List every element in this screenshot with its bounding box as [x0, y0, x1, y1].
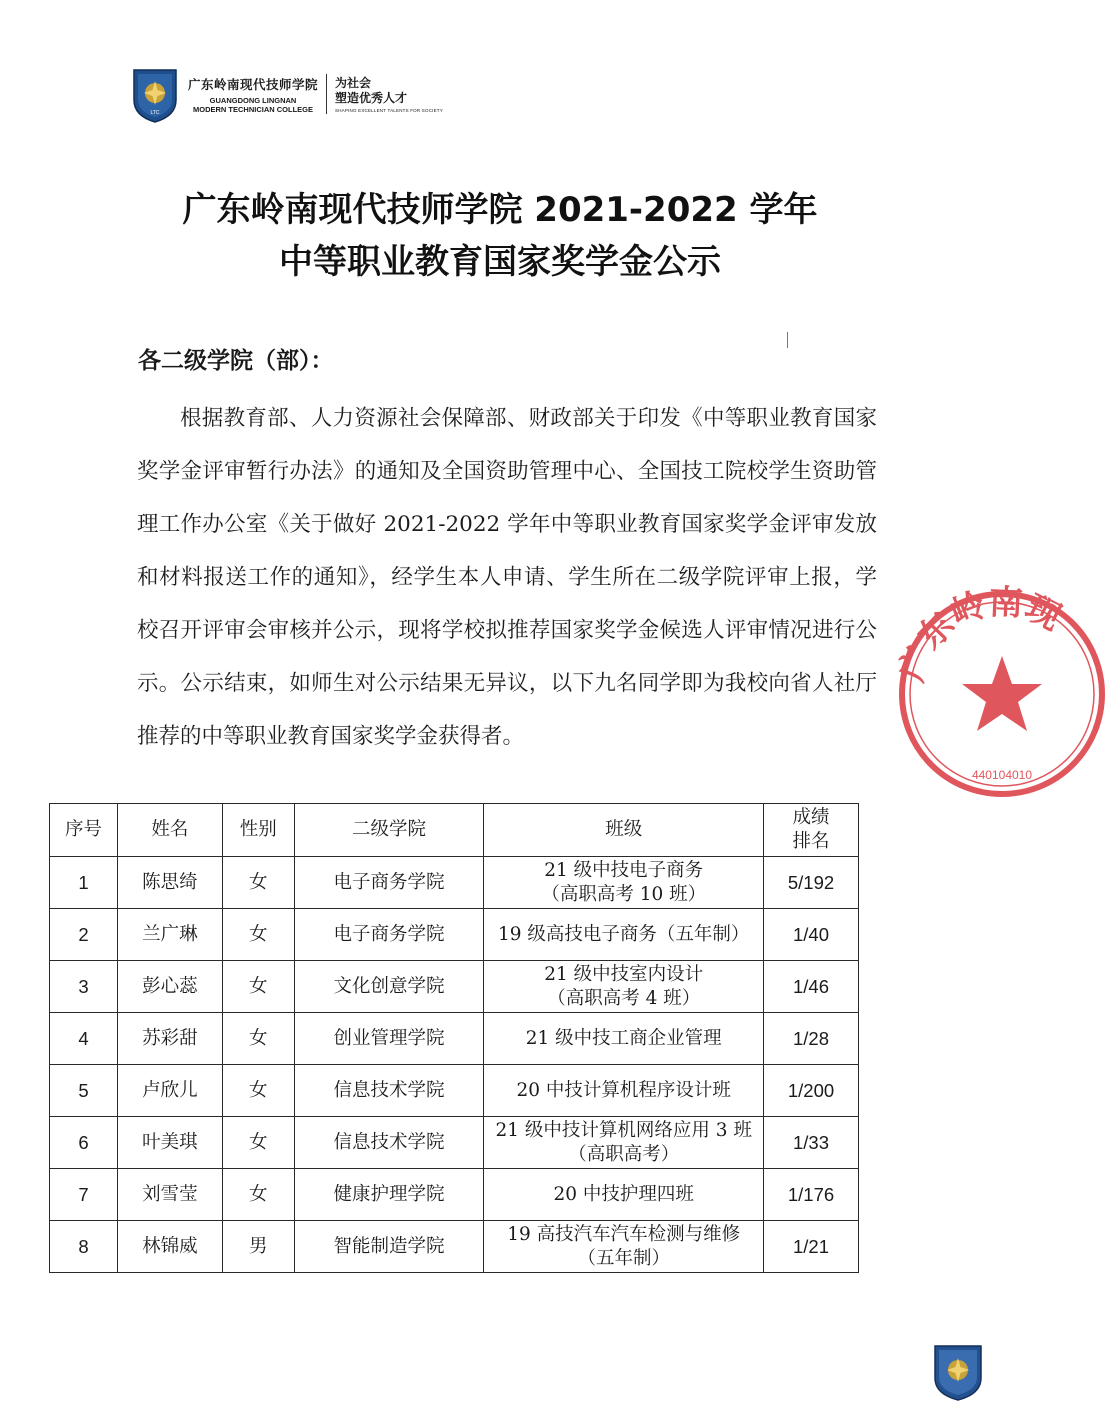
scholarship-table: [49, 803, 859, 1273]
cell-index: 4: [50, 1013, 118, 1065]
cell-name: 卢欣儿: [117, 1065, 222, 1117]
cell-class: [484, 1013, 764, 1065]
cell-gender: 女: [222, 961, 294, 1013]
cell-class: [484, 1221, 764, 1273]
table-header-row: [50, 804, 859, 857]
cell-gender: 女: [222, 1117, 294, 1169]
header-rank: 成绩排名: [764, 804, 859, 857]
college-emblem-icon: [130, 64, 180, 124]
brand-divider: [326, 74, 327, 114]
cell-gender: 女: [222, 857, 294, 909]
letterhead: [130, 62, 443, 126]
cell-gender: 女: [222, 909, 294, 961]
cell-college: 智能制造学院: [294, 1221, 484, 1273]
cell-gender: 女: [222, 1013, 294, 1065]
cell-class: [484, 857, 764, 909]
cell-rank: 1/176: [764, 1169, 859, 1221]
cell-gender: 女: [222, 1065, 294, 1117]
class-line2: （高职高考）: [568, 1143, 680, 1165]
table-row: [50, 1117, 859, 1169]
cell-rank: 1/21: [764, 1221, 859, 1273]
body-paragraph: 根据教育部、人力资源社会保障部、财政部关于印发《中等职业教育国家奖学金评审暂行办法》的通知及全国资助管理中心、全国技工院校学生资助管理工作办公室《关于做好 2021-2022 学年中等职业教育国家奖学金评审发放和材料报送工作的通知》，经学生本人申请、学生所在二级学院评审上报，学校召开评审会审核并公示，现将学校拟推荐国家奖学金候选人评审情况进行公示。公示结束，如师生对公示结果无异议，以下九名同学即为我校向省人社厅推荐的中等职业教育国家奖学金获得者。: [137, 406, 877, 749]
cell-college: 健康护理学院: [294, 1169, 484, 1221]
class-line1: 19 级高技电子商务（五年制）: [498, 923, 750, 945]
class-line1: 21 级中技工商企业管理: [525, 1027, 722, 1049]
class-line1: 20 中技计算机程序设计班: [516, 1079, 731, 1101]
cell-name: 叶美琪: [117, 1117, 222, 1169]
cell-college: 文化创意学院: [294, 961, 484, 1013]
cell-college: 电子商务学院: [294, 909, 484, 961]
cell-rank: 1/28: [764, 1013, 859, 1065]
cell-index: 6: [50, 1117, 118, 1169]
cell-name: 陈思绮: [117, 857, 222, 909]
brand-block: [188, 74, 443, 114]
official-seal-icon: [892, 584, 1112, 804]
scan-mark: [787, 332, 788, 348]
college-name-en-line1: GUANGDONG LINGNAN: [209, 95, 297, 105]
cell-index: 5: [50, 1065, 118, 1117]
cell-index: 1: [50, 857, 118, 909]
class-line1: 21 级中技电子商务: [544, 859, 704, 881]
cell-class: [484, 1169, 764, 1221]
header-college: 二级学院: [294, 804, 484, 857]
cell-index: 8: [50, 1221, 118, 1273]
college-name-cn: 广东岭南现代技师学院: [188, 76, 319, 92]
salutation: 各二级学院（部）：: [138, 347, 334, 374]
cell-rank: 5/192: [764, 857, 859, 909]
cell-college: 电子商务学院: [294, 857, 484, 909]
cell-class: [484, 909, 764, 961]
cell-name: 林锦威: [117, 1221, 222, 1273]
document-title-line2: 中等职业教育国家奖学金公示: [279, 242, 721, 282]
table-row: [50, 909, 859, 961]
slogan-block: [335, 76, 443, 113]
cell-index: 7: [50, 1169, 118, 1221]
class-line2: （高职高考 4 班）: [547, 987, 701, 1009]
cell-index: 3: [50, 961, 118, 1013]
cell-rank: 1/200: [764, 1065, 859, 1117]
cell-rank: 1/40: [764, 909, 859, 961]
cell-college: 信息技术学院: [294, 1117, 484, 1169]
table-row: [50, 1221, 859, 1273]
cell-college: 信息技术学院: [294, 1065, 484, 1117]
slogan-line2: 塑造优秀人才: [335, 90, 408, 105]
cell-class: [484, 1117, 764, 1169]
class-line1: 21 级中技计算机网络应用 3 班: [495, 1119, 752, 1141]
class-line2: （五年制）: [577, 1247, 670, 1269]
college-name-en-line2: MODERN TECHNICIAN COLLEGE: [193, 104, 313, 114]
table-row: [50, 857, 859, 909]
header-gender: 性别: [222, 804, 294, 857]
table-row: [50, 1013, 859, 1065]
cell-name: 刘雪莹: [117, 1169, 222, 1221]
class-line1: 21 级中技室内设计: [544, 963, 704, 985]
table-row: [50, 1169, 859, 1221]
cell-name: 彭心蕊: [117, 961, 222, 1013]
cell-class: [484, 961, 764, 1013]
cell-name: 苏彩甜: [117, 1013, 222, 1065]
cell-college: 创业管理学院: [294, 1013, 484, 1065]
emblem-text: LTC: [150, 110, 160, 116]
class-line2: （高职高考 10 班）: [541, 883, 707, 905]
cell-index: 2: [50, 909, 118, 961]
college-name-en: [188, 96, 318, 114]
slogan-en: SHAPING EXCELLENT TALENTS FOR SOCIETY: [335, 107, 443, 113]
brand-name-block: [188, 75, 318, 114]
header-class: 班级: [484, 804, 764, 857]
cell-gender: 男: [222, 1221, 294, 1273]
cell-class: [484, 1065, 764, 1117]
document-title-line1: 广东岭南现代技师学院 2021-2022 学年: [182, 190, 818, 230]
table-row: [50, 961, 859, 1013]
class-line1: 20 中技护理四班: [553, 1183, 694, 1205]
seal-text: 广东岭南现: [892, 584, 1068, 687]
class-line1: 19 高技汽车汽车检测与维修: [507, 1223, 741, 1245]
cell-rank: 1/33: [764, 1117, 859, 1169]
table-row: [50, 1065, 859, 1117]
cell-rank: 1/46: [764, 961, 859, 1013]
cell-gender: 女: [222, 1169, 294, 1221]
cell-name: 兰广琳: [117, 909, 222, 961]
seal-number: 440104010: [971, 768, 1033, 782]
college-badge-icon: [932, 1340, 984, 1402]
header-index: 序号: [50, 804, 118, 857]
header-name: 姓名: [117, 804, 222, 857]
slogan-line1: 为社会: [335, 75, 372, 90]
